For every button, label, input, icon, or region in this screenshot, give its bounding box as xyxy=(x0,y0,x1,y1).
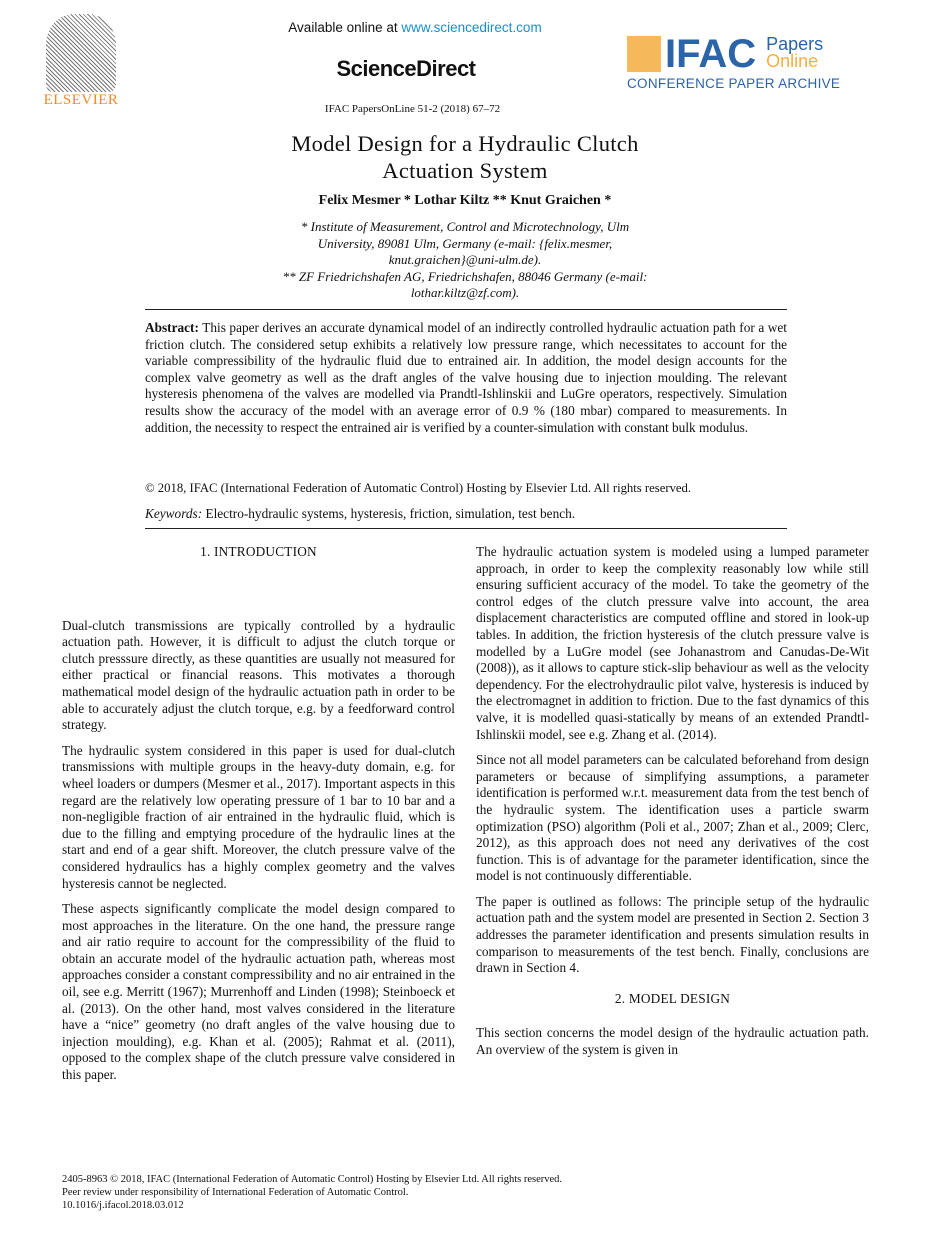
authors: Felix Mesmer * Lothar Kiltz ** Knut Graichen * xyxy=(318,193,612,208)
ifac-word: IFAC xyxy=(665,32,757,76)
keywords xyxy=(145,506,787,522)
available-prefix: Available online at xyxy=(288,20,402,35)
affiliation-line: ** ZF Friedrichshafen AG, Friedrichshafen, 88046 Germany (e-mail: xyxy=(282,268,648,284)
journal-citation: IFAC PapersOnLine 51-2 (2018) 67–72 xyxy=(324,103,501,115)
paragraph: These aspects significantly complicate the model design compared to most approaches in the literature. On the one hand, the pressure range and air ratio require to account for the compressibility of the fluid to obtain an accurate model of the hydraulic actuation path, whereas most approaches consider a constant compressibility and no air entrained in the oil, see e.g. Merritt (1967); Murrenhoff and Linden (1998); Steinboeck et al. (2013). On the other hand, most valves considered in the literature have a “nice” geometry (no draft angles of the valve housing due to injection moulding), e.g. Khan et al. (2005); Rahmat et al. (2011), opposed to the complex shape of the clutch pressure valve considered in this paper. xyxy=(62,901,455,1083)
title-line: Model Design for a Hydraulic Clutch xyxy=(291,131,639,156)
section-heading: 2. MODEL DESIGN xyxy=(614,990,731,1006)
paragraph: Since not all model parameters can be calculated beforehand from design parameters or because of simplifying assumptions, a parameter identification is performed w.r.t. measurement data from the test bench of the hydraulic system. The identification uses a particle swarm optimization (PSO) algorithm (Poli et al., 2007; Zhan et al., 2009; Clerc, 2012), as this approach does not need any derivatives of the cost function. This is of advantage for the parameter identification, since the model is not continuously differentiable. xyxy=(476,752,869,884)
affiliation-line: lothar.kiltz@zf.com). xyxy=(410,285,520,300)
ifac-archive-label: CONFERENCE PAPER ARCHIVE xyxy=(627,76,841,91)
ifac-papers: Papers xyxy=(766,34,824,54)
affiliation-line: University, 89081 Ulm, Germany (e-mail: {felix.mesmer, xyxy=(317,235,613,251)
affiliations xyxy=(0,219,925,302)
footer-doi[interactable]: 10.1016/j.ifacol.2018.03.012 xyxy=(62,1200,184,1211)
paragraph: This section concerns the model design of the hydraulic actuation path. An overview of the system is given in xyxy=(476,1025,869,1058)
footer-line: Peer review under responsibility of International Federation of Automatic Control. xyxy=(62,1187,409,1198)
footer xyxy=(62,1173,562,1212)
abstract-label: Abstract: xyxy=(145,320,199,335)
paragraph: The hydraulic system considered in this paper is used for dual-clutch transmissions with multiple groups in the heavy-duty domain, e.g. for wheel loaders or dumpers (Mesmer et al., 2017). Important aspects in this regard are the relatively low operating pressure of 1 bar to 10 bar and a non-negligible fraction of air entrained in the hydraulic fluid, which is due to the filling and emptying procedure of the hydraulic lines at the start and end of a gear shift. Moreover, the clutch pressure valve of the considered hydraulics has a highly complex geometry and the valves hysteresis cannot be neglected. xyxy=(62,742,455,891)
divider xyxy=(145,309,787,310)
keywords-label: Keywords: xyxy=(145,506,203,521)
paper-title xyxy=(0,130,925,184)
elsevier-wordmark: ELSEVIER xyxy=(43,92,119,108)
divider xyxy=(145,528,787,529)
affiliation-line: knut.graichen}@uni-ulm.de). xyxy=(388,252,542,267)
ifac-online: Online xyxy=(766,51,819,71)
paragraph: The paper is outlined as follows: The principle setup of the hydraulic actuation path and the system model are presented in Section 2. Section 3 addresses the parameter identification and presents simulation results in comparison to measurements of the test bench. Finally, conclusions are drawn in Section 4. xyxy=(476,893,869,976)
copyright: © 2018, IFAC (International Federation of Automatic Control) Hosting by Elsevier Ltd. All rights reserved. xyxy=(145,481,692,495)
affiliation-line: * Institute of Measurement, Control and Microtechnology, Ulm xyxy=(300,219,630,234)
right-column xyxy=(476,544,869,1068)
sciencedirect-logo: ScienceDirect xyxy=(336,56,476,81)
keywords-text: Electro-hydraulic systems, hysteresis, friction, simulation, test bench. xyxy=(205,506,576,521)
sciencedirect-link[interactable]: www.sciencedirect.com xyxy=(401,20,542,35)
title-line: Actuation System xyxy=(382,158,548,183)
ifac-papers-online xyxy=(766,36,823,70)
abstract xyxy=(145,320,787,436)
footer-line: 2405-8963 © 2018, IFAC (International Federation of Automatic Control) Hosting by Elsevier Ltd. All rights reserved. xyxy=(62,1174,563,1185)
paragraph: The hydraulic actuation system is modeled using a lumped parameter approach, in order to keep the complexity reasonably low while still ensuring sufficient accuracy of the model. To take the geometry of the control edges of the clutch pressure valve into account, the area displacement characteristics are computed offline and stored in look-up tables. In addition, the friction hysteresis of the clutch pressure valve is modelled by a LuGre model (see Johanastrom and Canudas-De-Wit (2008)), as it allows to capture stick-slip behaviour as well as the velocity dependency. For the electrohydraulic pilot valve, hysteresis is induced by the electromagnet in addition to friction. Due to the fast dynamics of this valve, it is modelled quasi-statically by means of an extended Prandtl-Ishlinskii model, see e.g. Zhang et al. (2014). xyxy=(476,544,869,742)
section-heading: 1. INTRODUCTION xyxy=(200,544,317,559)
left-column xyxy=(62,544,455,1093)
ifac-emblem-icon xyxy=(627,36,661,72)
ifac-logo xyxy=(627,32,872,91)
paragraph: Dual-clutch transmissions are typically controlled by a hydraulic actuation path. However, it is difficult to adjust the clutch torque or clutch presssure directly, as these quantities are usually not measured for either practical or financial reasons. This motivates a thorough mathematical model design of the hydraulic actuation path in order to be able to accurately adjust the clutch torque, e.g. by a feedforward control strategy. xyxy=(62,617,455,733)
abstract-text: This paper derives an accurate dynamical model of an indirectly controlled hydraulic actuation path for a wet friction clutch. The considered setup exhibits a relatively low pressure range, which necessitates to account for the variable compressibility of the hydraulic fluid due to entrained air. In addition, the model design accounts for the complex valve geometry as well as the draft angles of the valve housing due to injection moulding. The relevant hysteresis phenomena of the valves are modelled via Prandtl-Ishlinskii and LuGre operators, respectively. Simulation results show the accuracy of the model with an average error of 0.9 % (180 mbar) compared to measurements. In addition, the necessity to respect the entrained air is verified by a counter-simulation with constant bulk modulus. xyxy=(145,320,787,435)
